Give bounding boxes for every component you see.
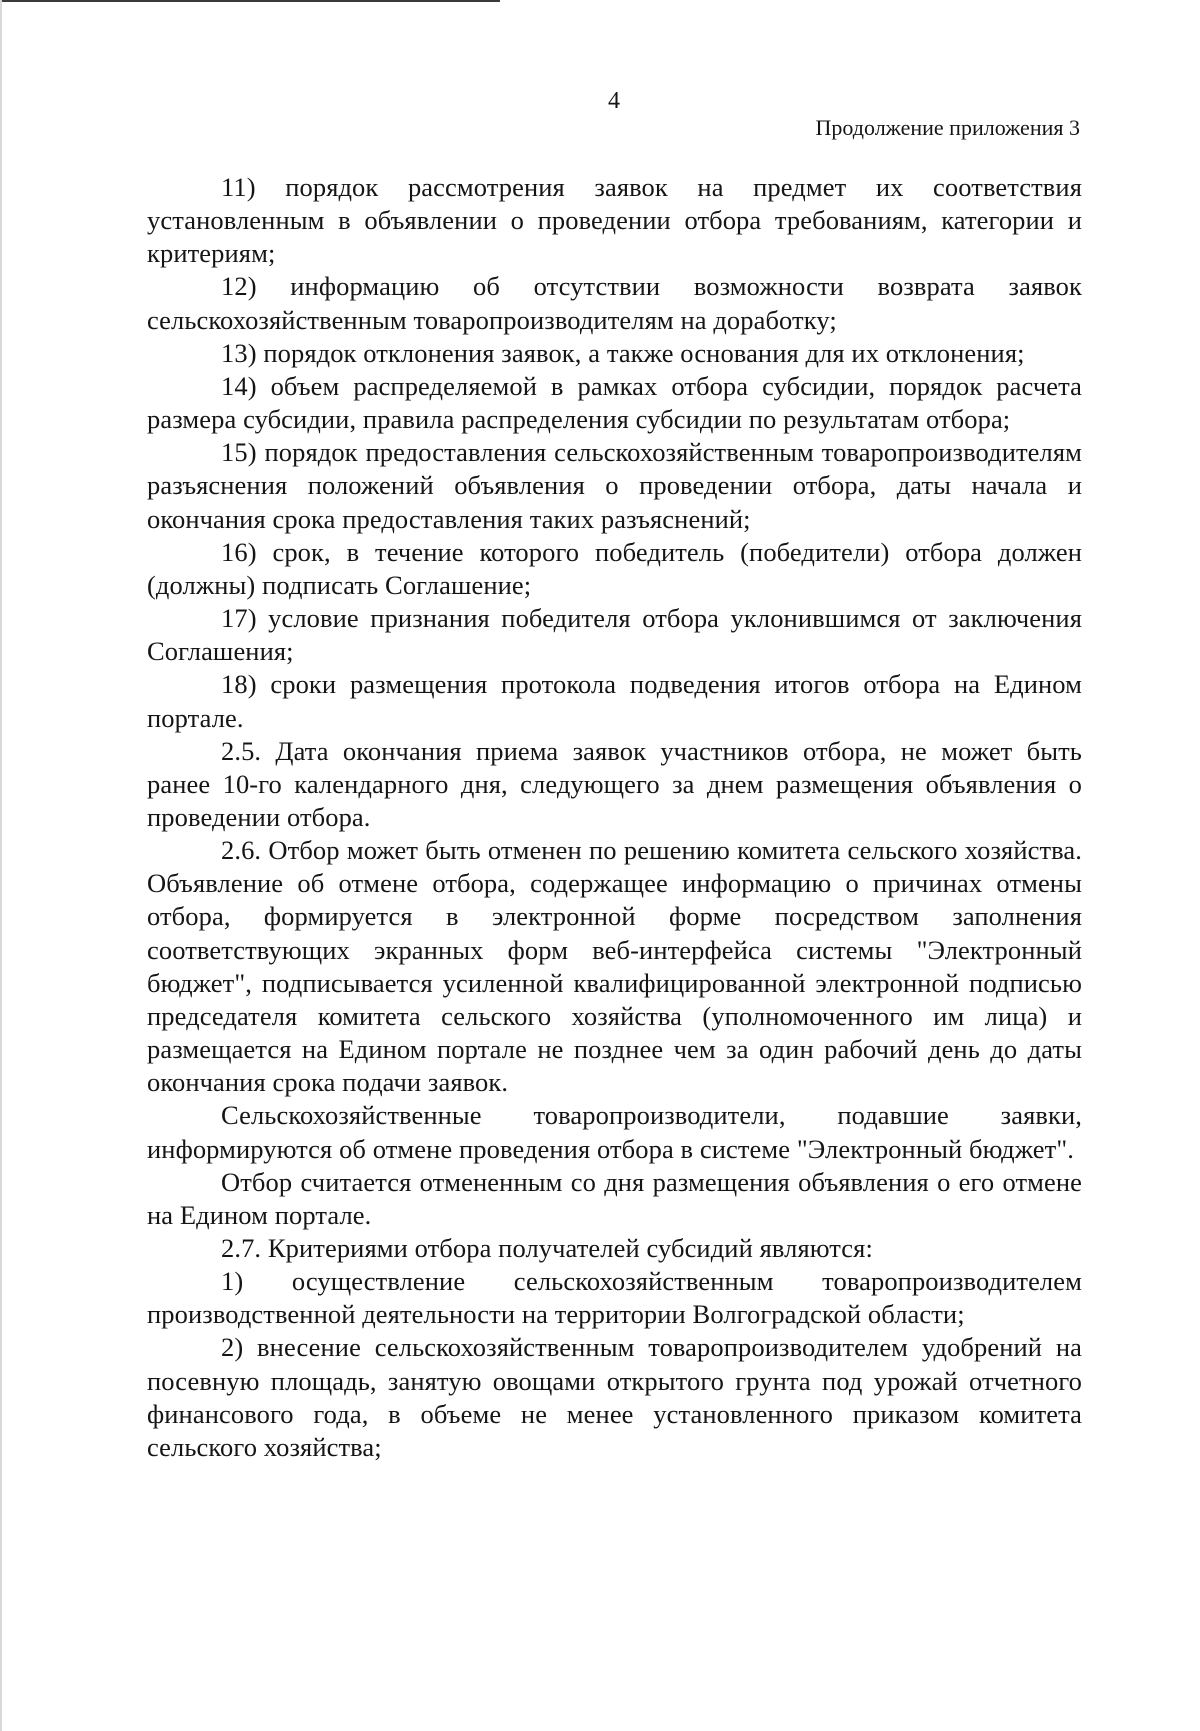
paragraph-item-13: 13) порядок отклонения заявок, а также основания для их отклонения;	[221, 337, 1025, 368]
paragraph-item-17: 17) условие признания победителя отбора уклонившимся от заключения Соглашения;	[147, 603, 1082, 667]
paragraph-item-15: 15) порядок предоставления сельскохозяйственным товаропроизводителям разъяснения положений объявления о проведении отбора, даты начала и окончания срока предоставления таких разъяснений;	[147, 437, 1082, 534]
paragraph-item-14: 14) объем распределяемой в рамках отбора субсидии, порядок расчета размера субсидии, правила распределения субсидии по результатам отбора;	[147, 370, 1082, 435]
paragraph-producers-informed: Сельскохозяйственные товаропроизводители, подавшие заявки, информируются об отмене проведения отбора в системе "Электронный бюджет".	[147, 1100, 1082, 1164]
paragraph-section-2-5: 2.5. Дата окончания приема заявок участников отбора, не может быть ранее 10-го календарного дня, следующего за днем размещения объявления о проведении отбора.	[147, 735, 1082, 832]
paragraph-item-11: 11) порядок рассмотрения заявок на предмет их соответствия установленным в объявлении о проведении отбора требованиям, категории и критериям;	[147, 172, 1082, 269]
paragraph-item-18: 18) сроки размещения протокола подведения итогов отбора на Едином портале.	[147, 669, 1082, 733]
scan-left-edge	[0, 0, 2, 1731]
paragraph-criterion-1: 1) осуществление сельскохозяйственным товаропроизводителем производственной деятельности на территории Волгоградской области;	[147, 1266, 1082, 1330]
paragraph-section-2-7: 2.7. Критериями отбора получателей субсидий являются:	[221, 1233, 873, 1263]
paragraph-item-16: 16) срок, в течение которого победитель (победители) отбора должен (должны) подписать Соглашение;	[147, 536, 1082, 600]
page-number: 4	[608, 88, 620, 114]
paragraph-section-2-6: 2.6. Отбор может быть отменен по решению комитета сельского хозяйства. Объявление об отмене отбора, содержащее информацию о причинах отмены отбора, формируется в электронной форме посредством заполнения соответствующих экранных форм веб-интерфейса системы "Электронный бюджет", подписывается усиленной квалифицированной электронной подписью председателя комитета сельского хозяйства (уполномоченного им лица) и размещается на Едином портале не позднее чем за один рабочий день до даты окончания срока подачи заявок.	[147, 835, 1082, 1098]
paragraph-selection-cancelled: Отбор считается отмененным со дня размещения объявления о его отмене на Едином портале.	[147, 1166, 1082, 1230]
document-body	[147, 171, 1082, 1464]
scan-top-border	[0, 0, 500, 2]
appendix-continuation-note: Продолжение приложения 3	[815, 115, 1080, 140]
paragraph-criterion-2: 2) внесение сельскохозяйственным товаропроизводителем удобрений на посевную площадь, занятую овощами открытого грунта под урожай отчетного финансового года, в объеме не менее установленного приказом комитета сельского хозяйства;	[147, 1332, 1082, 1462]
paragraph-item-12: 12) информацию об отсутствии возможности возврата заявок сельскохозяйственным товаропроизводителям на доработку;	[147, 271, 1082, 335]
